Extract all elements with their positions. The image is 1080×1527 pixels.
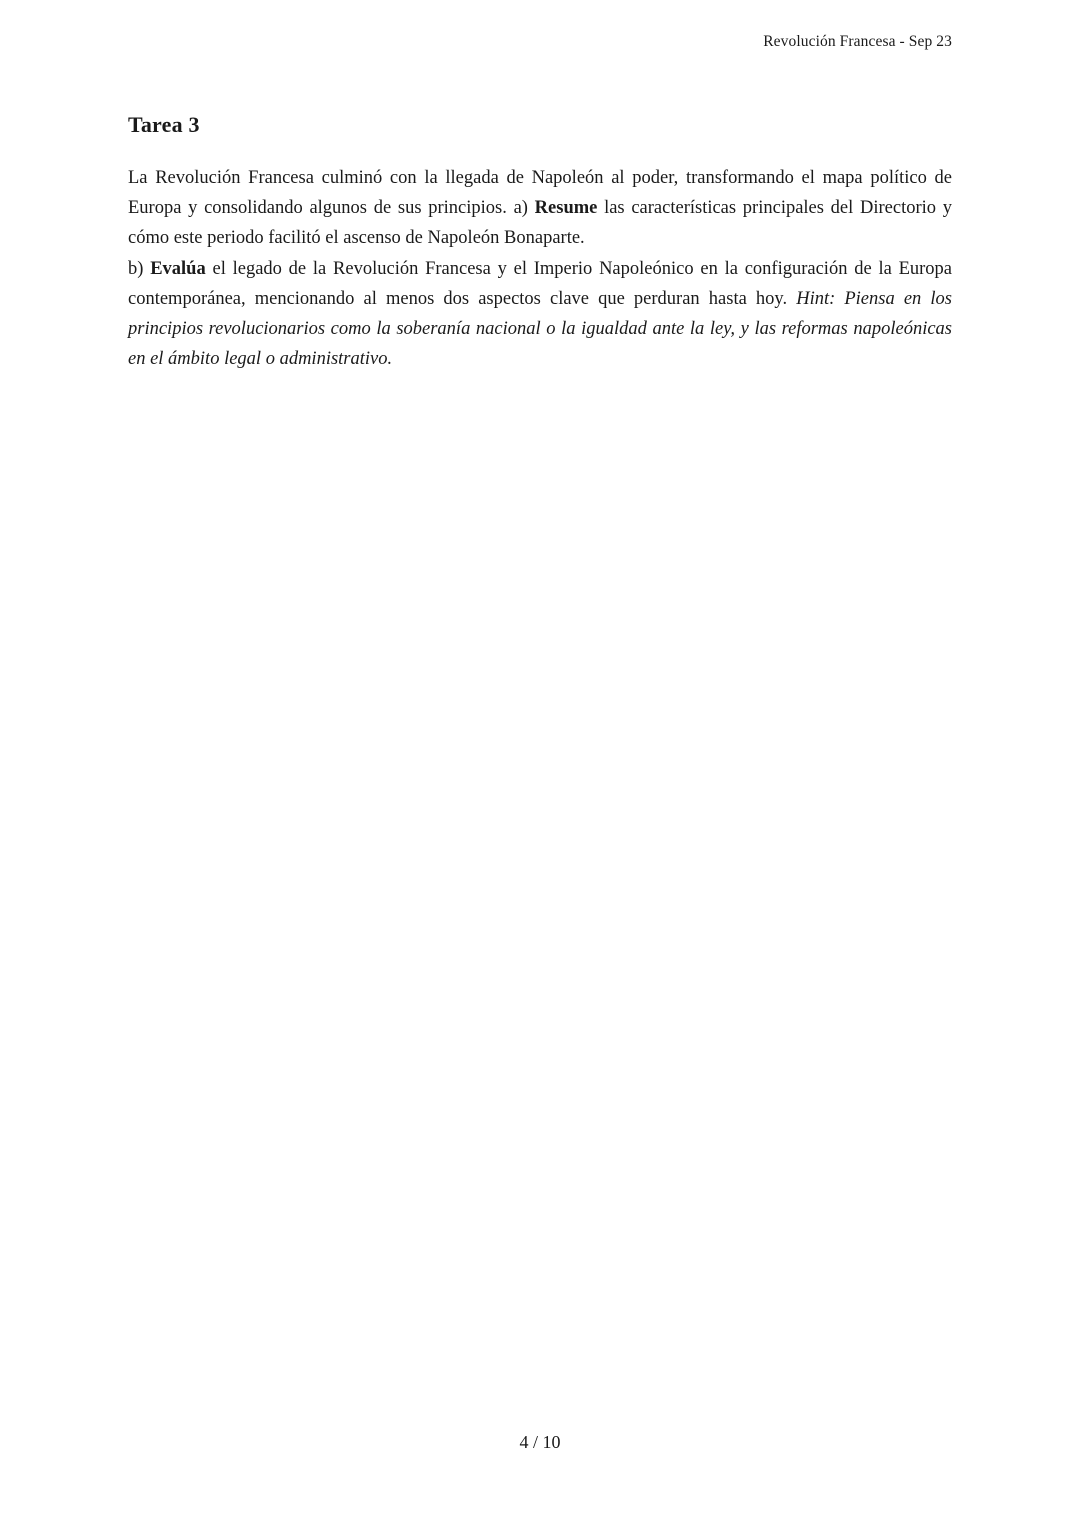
paragraph-a [128, 164, 952, 254]
paragraph-b-hint: Hint: Piensa en los principios revolucionarios como la soberanía nacional o la igualdad ante la ley, y las reformas napoleónicas en el ámbito legal o administrativo. [128, 288, 952, 369]
paragraph-b-text-2: el legado de la Revolución Francesa y el Imperio Napoleónico en la configuración de la Europa contemporánea, mencionando al menos dos aspectos clave que perduran hasta hoy. [128, 258, 952, 309]
paragraph-a-text-2: las características principales del Directorio y cómo este periodo facilitó el ascenso de Napoleón Bonaparte. [128, 197, 952, 248]
paragraph-b-bold-1: Evalúa [150, 258, 206, 279]
paragraph-b-text-1: b) [128, 258, 151, 279]
page-content [128, 112, 952, 375]
paragraph-a-bold-1: Resume [534, 197, 598, 218]
page-title: Tarea 3 [128, 112, 200, 137]
running-header: Revolución Francesa - Sep 23 [763, 33, 952, 50]
page-footer-number: 4 / 10 [519, 1432, 561, 1452]
paragraph-a-text-1: La Revolución Francesa culminó con la llegada de Napoleón al poder, transformando el mapa político de Europa y consolidando algunos de sus principios. a) [128, 168, 952, 218]
paragraph-b [128, 255, 952, 375]
